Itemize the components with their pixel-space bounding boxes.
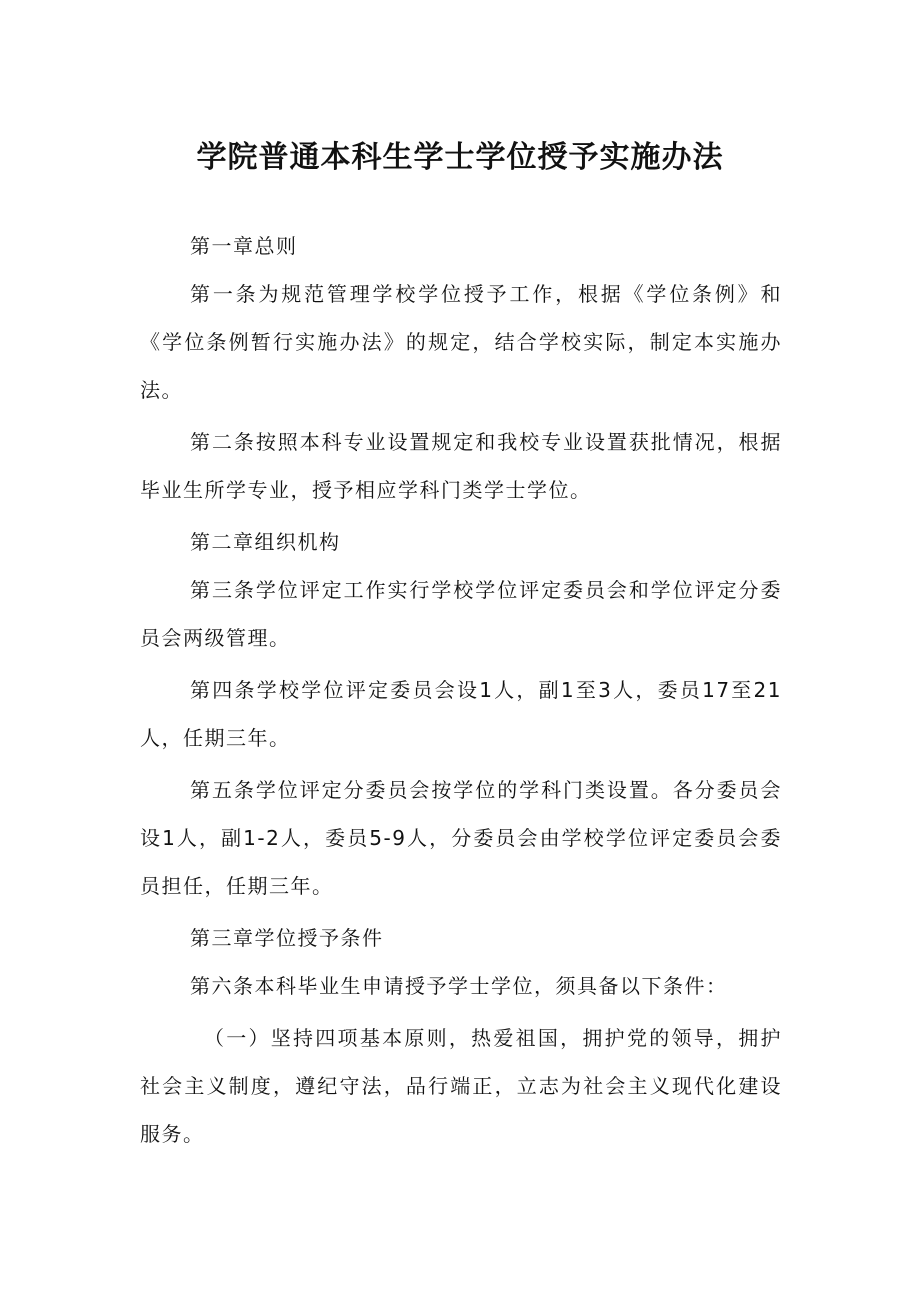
article-4: 第四条学校学位评定委员会设1人，副1至3人，委员17至21人，任期三年。 <box>140 678 782 750</box>
article-1: 第一条为规范管理学校学位授予工作，根据《学位条例》和《学位条例暂行实施办法》的规定，结合学校实际，制定本实施办法。 <box>140 282 782 402</box>
article-2: 第二条按照本科专业设置规定和我校专业设置获批情况，根据毕业生所学专业，授予相应学科门类学士学位。 <box>140 430 782 502</box>
chapter-heading-2: 第二章组织机构 <box>190 530 341 554</box>
chapter-heading-1: 第一章总则 <box>190 234 298 258</box>
article-3: 第三条学位评定工作实行学校学位评定委员会和学位评定分委员会两级管理。 <box>140 578 782 650</box>
article-6: 第六条本科毕业生申请授予学士学位，须具备以下条件： <box>190 974 728 998</box>
document-body <box>140 222 782 1162</box>
article-6-item-1: （一）坚持四项基本原则，热爱祖国，拥护党的领导，拥护社会主义制度，遵纪守法，品行端正，立志为社会主义现代化建设服务。 <box>140 1026 782 1146</box>
article-5: 第五条学位评定分委员会按学位的学科门类设置。各分委员会设1人，副1-2人，委员5-9人，分委员会由学校学位评定委员会委员担任，任期三年。 <box>140 778 782 898</box>
document-title: 学院普通本科生学士学位授予实施办法 <box>196 140 724 175</box>
chapter-heading-3: 第三章学位授予条件 <box>190 926 384 950</box>
